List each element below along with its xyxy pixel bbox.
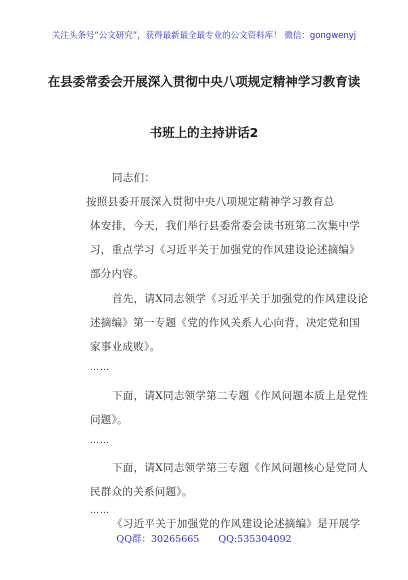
paragraph-line: 《习近平关于加强党的作风建设论述摘编》是开展学 [112,518,361,530]
paragraph-3 [90,384,369,432]
paragraph-line: 首先，请X同志领学《习近平关于加强党的作风建设论 [112,293,369,305]
ellipsis: …… [90,436,110,446]
footer-qq-group: QQ群：30265665 [116,534,200,545]
paragraph-line: 家事业成败》。 [90,341,161,353]
footer [0,531,408,545]
greeting-text: 同志们： [112,172,156,184]
document-title-line-1: 在县委常委会开展深入贯彻中央八项规定精神学习教育读 [47,74,361,89]
paragraph-line: 下面，请X同志领学第二专题《作风问题本质上是党性 [112,390,369,402]
greeting [90,166,350,190]
paragraph-line: 下面，请X同志领学第三专题《作风问题核心是党同人 [112,462,369,474]
footer-qq: QQ:535304092 [218,534,292,545]
paragraph-line: 按照县委开展深入贯彻中央八项规定精神学习教育总 [86,196,335,208]
paragraph-line: 习，重点学习《习近平关于加强党的作风建设论述摘编》 [90,244,360,256]
paragraph-line: 部分内容。 [90,268,144,280]
ellipsis: …… [90,363,110,373]
paragraph-line: 民群众的关系问题》。 [90,486,193,498]
paragraph-line: 述摘编》第一专题《党的作风关系人心向背，决定党和国 [90,317,360,329]
paragraph-2 [90,287,369,359]
paragraph-4 [90,456,369,504]
document-title-line-2: 书班上的主持讲话2 [149,125,259,140]
paragraph-1 [86,190,360,286]
paragraph-line: 体安排，今天，我们举行县委常委会读书班第二次集中学 [90,220,360,232]
paragraph-line: 问题》。 [90,414,128,426]
ellipsis: …… [90,506,110,516]
header-banner: 关注头条号“公文研究”，获得最新最全最专业的公文资料库！ 微信：gongwenyj [51,31,357,41]
